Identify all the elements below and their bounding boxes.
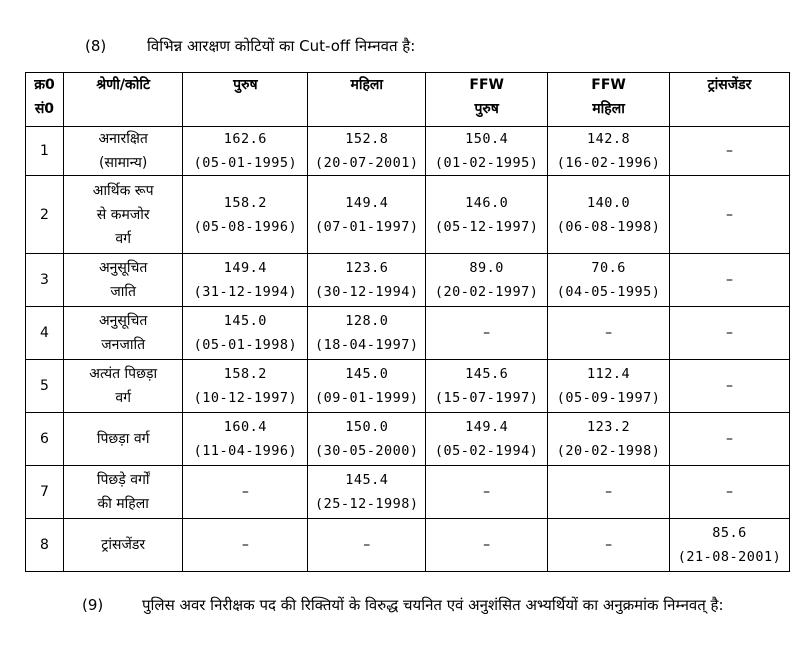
cutoff-marks: 145.0	[223, 313, 267, 329]
cutoff-marks: 149.4	[465, 419, 509, 435]
header-transgender: ट्रांसजेंडर	[670, 73, 790, 127]
serial-number-cell: 7	[26, 466, 64, 519]
category-line: वर्ग	[115, 230, 131, 247]
cutoff-date: (05-12-1997)	[434, 218, 539, 235]
empty-dash: –	[726, 272, 733, 288]
empty-dash: –	[483, 484, 491, 500]
category-cell	[63, 519, 183, 572]
category-cell	[63, 307, 183, 360]
category-cell	[63, 413, 183, 466]
empty-dash: –	[605, 325, 613, 341]
ffw-female-cutoff-cell	[548, 413, 670, 466]
header-male: पुरुष	[183, 73, 308, 127]
transgender-cutoff-cell	[670, 254, 790, 307]
cutoff-marks: 152.8	[345, 131, 389, 147]
category-line: वर्ग	[115, 390, 131, 406]
category-line: आर्थिक रूप	[92, 182, 154, 199]
cutoff-marks: 140.0	[587, 194, 631, 211]
category-line: की महिला	[97, 496, 149, 512]
empty-dash: –	[241, 537, 249, 553]
female-cutoff-cell	[308, 176, 426, 254]
cutoff-marks: 112.4	[587, 366, 631, 382]
ffw-male-cutoff-cell	[426, 360, 548, 413]
empty-dash: –	[726, 484, 733, 500]
cutoff-date: (30-12-1994)	[315, 284, 419, 300]
cutoff-date: (04-05-1995)	[556, 284, 661, 300]
category-line: से कमजोर	[96, 206, 150, 223]
transgender-cutoff-cell	[670, 519, 790, 572]
ffw-male-cutoff-cell	[426, 413, 548, 466]
empty-dash: –	[241, 484, 249, 500]
category-cell	[63, 176, 183, 254]
cutoff-marks: 158.2	[223, 194, 267, 211]
cutoff-date: (01-02-1995)	[434, 155, 539, 171]
cutoff-marks: 70.6	[591, 260, 626, 276]
male-cutoff-cell	[183, 519, 308, 572]
cutoff-marks: 150.0	[345, 419, 389, 435]
category-line: पिछड़ा वर्ग	[96, 431, 150, 447]
cutoff-date: (18-04-1997)	[315, 337, 419, 353]
section-number: (8)	[85, 37, 107, 55]
ffw-male-cutoff-cell	[426, 519, 548, 572]
male-cutoff-cell	[183, 466, 308, 519]
cutoff-date: (05-02-1994)	[434, 443, 539, 459]
cutoff-date: (10-12-1997)	[193, 390, 298, 406]
empty-dash: –	[726, 378, 733, 394]
serial-number-cell: 2	[26, 176, 64, 254]
cutoff-date: (16-02-1996)	[556, 155, 661, 171]
empty-dash: –	[726, 431, 733, 447]
section-9-paragraph	[52, 592, 742, 618]
header-ffw-female: FFW महिला	[548, 73, 670, 127]
empty-dash: –	[726, 143, 733, 159]
cutoff-marks: 123.2	[587, 419, 631, 435]
male-cutoff-cell	[183, 176, 308, 254]
transgender-cutoff-cell	[670, 127, 790, 176]
category-line: अनुसूचित	[98, 313, 148, 329]
cutoff-date: (25-12-1998)	[315, 496, 419, 512]
category-line: (सामान्य)	[99, 155, 148, 171]
category-line: अत्यंत पिछड़ा	[89, 366, 158, 382]
cutoff-date: (05-01-1995)	[193, 155, 298, 171]
table-row	[26, 413, 790, 466]
cutoff-marks: 149.4	[223, 260, 267, 276]
cutoff-marks: 146.0	[465, 194, 509, 211]
serial-number-cell: 8	[26, 519, 64, 572]
category-line: जनजाति	[101, 337, 146, 353]
table-row	[26, 466, 790, 519]
header-female: महिला	[308, 73, 426, 127]
cutoff-date: (20-02-1997)	[434, 284, 539, 300]
empty-dash: –	[605, 537, 613, 553]
empty-dash: –	[483, 537, 491, 553]
cutoff-date: (15-07-1997)	[434, 390, 539, 406]
female-cutoff-cell	[308, 127, 426, 176]
transgender-cutoff-cell	[670, 307, 790, 360]
category-cell	[63, 360, 183, 413]
male-cutoff-cell	[183, 127, 308, 176]
cutoff-date: (20-07-2001)	[315, 155, 419, 171]
serial-number-cell: 3	[26, 254, 64, 307]
category-cell	[63, 127, 183, 176]
serial-number-cell: 1	[26, 127, 64, 176]
empty-dash: –	[483, 325, 491, 341]
header-ffw-male: FFW पुरुष	[426, 73, 548, 127]
category-cell	[63, 466, 183, 519]
cutoff-marks: 142.8	[587, 131, 631, 147]
ffw-female-cutoff-cell	[548, 360, 670, 413]
cutoff-marks: 162.6	[223, 131, 267, 147]
category-cell	[63, 254, 183, 307]
cutoff-marks: 145.6	[465, 366, 509, 382]
cutoff-date: (06-08-1998)	[556, 218, 661, 235]
transgender-cutoff-cell	[670, 360, 790, 413]
ffw-female-cutoff-cell	[548, 176, 670, 254]
ffw-male-cutoff-cell	[426, 466, 548, 519]
cutoff-date: (09-01-1999)	[315, 390, 419, 406]
cutoff-date: (05-08-1996)	[193, 218, 298, 235]
ffw-male-cutoff-cell	[426, 254, 548, 307]
empty-dash: –	[726, 206, 733, 223]
transgender-cutoff-cell	[670, 466, 790, 519]
empty-dash: –	[726, 325, 733, 341]
section-title: विभिन्न आरक्षण कोटियों का Cut-off निम्नवत है:	[147, 37, 416, 55]
section-8-heading	[85, 36, 415, 56]
ffw-male-cutoff-cell	[426, 127, 548, 176]
male-cutoff-cell	[183, 307, 308, 360]
cutoff-date: (31-12-1994)	[193, 284, 298, 300]
paragraph-text: पुलिस अवर निरीक्षक पद की रिक्तियों के विरुद्ध चयनित एवं अनुशंसित अभ्यर्थियों का अनुक्रमांक निम्नवत् है:	[142, 596, 724, 614]
ffw-male-cutoff-cell	[426, 176, 548, 254]
empty-dash: –	[605, 484, 613, 500]
cutoff-marks: 149.4	[345, 194, 389, 211]
female-cutoff-cell	[308, 413, 426, 466]
cutoff-marks: 128.0	[345, 313, 389, 329]
cutoff-marks: 158.2	[223, 366, 267, 382]
cutoff-table	[25, 72, 790, 572]
ffw-female-cutoff-cell	[548, 127, 670, 176]
cutoff-date: (11-04-1996)	[193, 443, 298, 459]
ffw-female-cutoff-cell	[548, 519, 670, 572]
paragraph-number: (9)	[82, 596, 104, 614]
empty-dash: –	[363, 537, 371, 553]
female-cutoff-cell	[308, 466, 426, 519]
male-cutoff-cell	[183, 360, 308, 413]
cutoff-date: (20-02-1998)	[556, 443, 661, 459]
table-row	[26, 176, 790, 254]
header-serial-number: क्र0 सं0	[26, 73, 64, 127]
transgender-cutoff-cell	[670, 413, 790, 466]
category-line: पिछड़े वर्गों	[96, 472, 150, 488]
category-line: जाति	[110, 284, 136, 300]
table-row	[26, 307, 790, 360]
cutoff-marks: 145.4	[345, 472, 389, 488]
cutoff-marks: 123.6	[345, 260, 389, 276]
category-line: अनुसूचित	[98, 260, 148, 276]
serial-number-cell: 4	[26, 307, 64, 360]
header-category: श्रेणी/कोटि	[63, 73, 183, 127]
male-cutoff-cell	[183, 254, 308, 307]
table-header-row	[26, 73, 790, 127]
cutoff-marks: 85.6	[712, 525, 747, 541]
cutoff-date: (30-05-2000)	[315, 443, 419, 459]
female-cutoff-cell	[308, 307, 426, 360]
category-line: ट्रांसजेंडर	[101, 537, 146, 553]
table-row	[26, 519, 790, 572]
table-row	[26, 254, 790, 307]
cutoff-date: (05-09-1997)	[556, 390, 661, 406]
male-cutoff-cell	[183, 413, 308, 466]
ffw-female-cutoff-cell	[548, 254, 670, 307]
cutoff-marks: 160.4	[223, 419, 267, 435]
ffw-male-cutoff-cell	[426, 307, 548, 360]
female-cutoff-cell	[308, 254, 426, 307]
cutoff-marks: 150.4	[465, 131, 509, 147]
female-cutoff-cell	[308, 519, 426, 572]
cutoff-date: (21-08-2001)	[677, 549, 782, 565]
cutoff-date: (05-01-1998)	[193, 337, 298, 353]
female-cutoff-cell	[308, 360, 426, 413]
ffw-female-cutoff-cell	[548, 466, 670, 519]
serial-number-cell: 5	[26, 360, 64, 413]
table-row	[26, 360, 790, 413]
transgender-cutoff-cell	[670, 176, 790, 254]
ffw-female-cutoff-cell	[548, 307, 670, 360]
cutoff-marks: 145.0	[345, 366, 389, 382]
table-row	[26, 127, 790, 176]
cutoff-date: (07-01-1997)	[315, 218, 419, 235]
category-line: अनारक्षित	[98, 131, 148, 147]
serial-number-cell: 6	[26, 413, 64, 466]
cutoff-marks: 89.0	[469, 260, 504, 276]
